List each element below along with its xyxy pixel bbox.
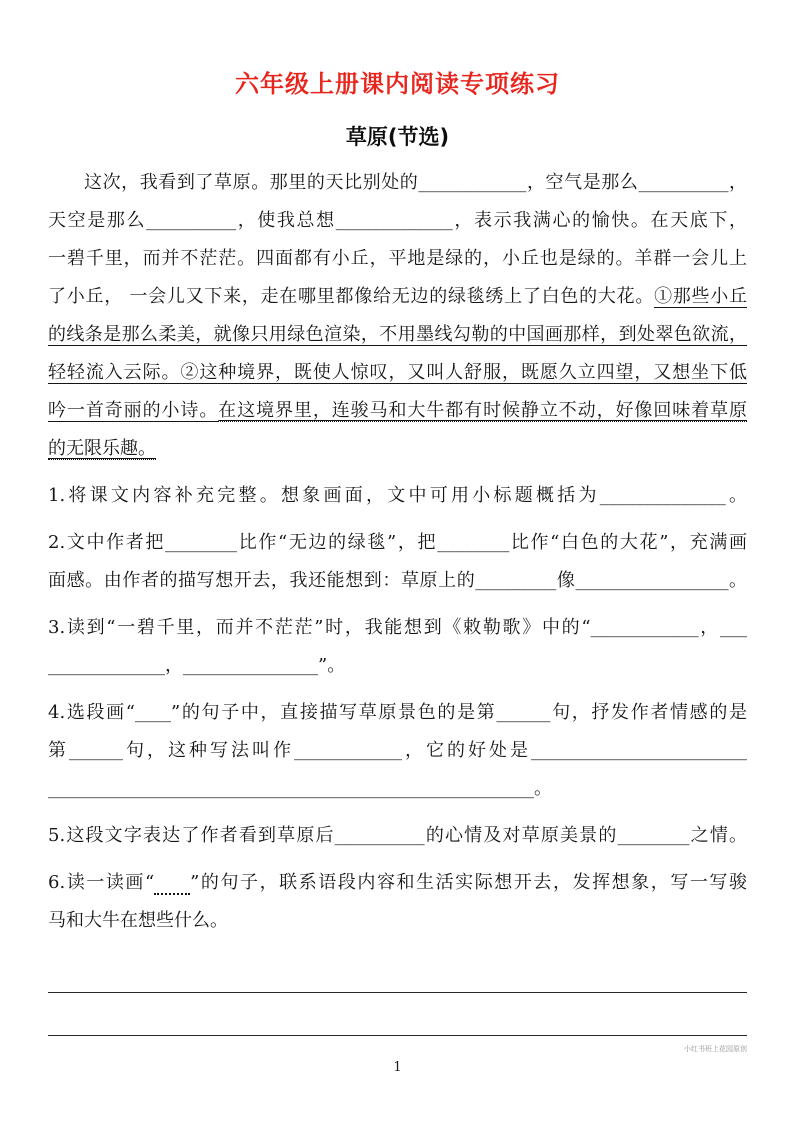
question-3-line [48, 609, 747, 647]
text-segment: 第 [48, 740, 69, 761]
question-5 [48, 817, 747, 855]
blank-segment: _________ [475, 570, 557, 591]
answer-area [48, 950, 747, 1036]
question-1-line [48, 477, 747, 515]
passage-line [48, 354, 747, 392]
text-segment: 4.选段画“ [48, 702, 136, 723]
blank-segment: ______ [496, 702, 551, 723]
passage [48, 164, 747, 468]
text-segment: ， [698, 617, 721, 638]
passage-line [48, 430, 747, 468]
text-segment: 。 [534, 778, 552, 799]
blank-segment: _____________ [335, 210, 453, 231]
question-2-line [48, 524, 747, 562]
passage-title: 草原(节选) [345, 125, 450, 149]
blank-segment: __________ [334, 825, 425, 846]
answer-line [48, 993, 747, 1036]
text-segment: 比作“无边的绿毯”，把 [237, 532, 438, 553]
answer-line [48, 950, 747, 993]
blank-segment: ________ [165, 532, 238, 553]
text-segment: 马和大牛在想些什么。 [48, 910, 228, 931]
passage-line [48, 316, 747, 354]
blank-segment: _______________ [183, 655, 318, 676]
blank-segment: _________________ [575, 570, 729, 591]
text-segment: ”的句子中，直接描写草原景色的是第 [171, 702, 497, 723]
watermark: 小红书班上花园原创 [684, 1045, 747, 1053]
both-underline-segment: 在这境界里，连骏马和大牛都有时候静立不动，好像回味着草原 [218, 400, 747, 421]
text-segment: 2.文中作者把 [48, 532, 166, 553]
text-segment: 句，抒发作者情感的是 [550, 702, 748, 723]
blank-segment: ____ [135, 702, 172, 723]
question-3-line [48, 647, 747, 685]
passage-line [48, 278, 747, 316]
question-6 [48, 864, 747, 940]
question-4 [48, 694, 747, 808]
page-title: 六年级上册课内阅读专项练习 [235, 70, 560, 98]
question-1 [48, 477, 747, 515]
question-5-line [48, 817, 747, 855]
solid-underline-segment: 吟一首奇丽的小诗。 [48, 400, 219, 421]
text-segment: 天空是那么 [48, 210, 147, 231]
text-segment: ”。 [318, 655, 346, 676]
text-segment: ， [165, 655, 183, 676]
question-2-line [48, 562, 747, 600]
passage-line [48, 202, 747, 240]
question-6-line [48, 864, 747, 902]
both-underline-segment: 的无限乐趣。 [48, 438, 156, 459]
text-segment: ”的句子，联系语段内容和生活实际想开去，发挥想象，写一写骏 [190, 872, 747, 893]
blank-segment: ________ [437, 532, 510, 553]
page-number: 1 [393, 1060, 402, 1075]
document-body [48, 164, 747, 940]
blank-segment: __________ [146, 210, 237, 231]
blank-segment: ____________ [590, 617, 699, 638]
wavy-underline-mark [154, 872, 190, 895]
blank-segment: ________ [617, 825, 690, 846]
question-6-line [48, 902, 747, 940]
question-3 [48, 609, 747, 685]
question-2 [48, 524, 747, 600]
blank-segment: ____________ [418, 172, 527, 193]
text-segment: 3.读到“一碧千里，而并不茫茫”时，我能想到《敕勒歌》中的“ [48, 617, 591, 638]
text-segment: 比作“白色的大花”，充满画 [509, 532, 747, 553]
question-4-line [48, 732, 747, 770]
text-segment: 之情。 [689, 825, 747, 846]
text-segment: 。 [728, 570, 748, 591]
text-segment: 5.这段文字表达了作者看到草原后 [48, 825, 335, 846]
text-segment: 6.读一读画“ [48, 872, 155, 893]
text-segment: 。 [725, 485, 748, 506]
text-segment: ，空气是那么 [526, 172, 639, 193]
text-segment: ， [728, 172, 748, 193]
blank-segment: __________ [638, 172, 729, 193]
question-4-line [48, 770, 747, 808]
solid-underline-segment: 轻轻流入云际。②这种境界，既使人惊叹，又叫人舒服，既愿久立四望，又想坐下低 [48, 362, 747, 383]
text-segment: ，它的好处是 [402, 740, 531, 761]
passage-line [48, 240, 747, 278]
blank-segment: _____________ [48, 655, 165, 676]
blank-segment: ____________ [294, 740, 402, 761]
text-segment: 句，这种写法叫作 [123, 740, 294, 761]
text-segment: 一碧千里，而并不茫茫。四面都有小丘，平地是绿的，小丘也是绿的。羊群一会儿上 [48, 248, 747, 269]
blank-segment: ______________ [599, 485, 726, 506]
solid-underline-segment: 的线条是那么柔美，就像只用绿色渲染，不用墨线勾勒的中国画那样，到处翠色欲流， [48, 324, 747, 345]
text-segment: 这次，我看到了草原。那里的天比别处的 [84, 172, 419, 193]
blank-segment: ______ [69, 740, 123, 761]
question-4-line [48, 694, 747, 732]
blank-segment: ______________________________________________________ [48, 778, 534, 799]
text-segment: 了小丘， 一会儿又下来，走在哪里都像给无边的绿毯绣上了白色的大花。 [48, 286, 655, 307]
text-segment: 面感。由作者的描写想开去，我还能想到：草原上的 [48, 570, 476, 591]
text-segment: ，表示我满心的愉快。在天底下， [452, 210, 748, 231]
passage-line [48, 164, 747, 202]
passage-line [48, 392, 747, 430]
blank-segment: ________________________ [531, 740, 747, 761]
text-segment: 1.将课文内容补充完整。想象画面，文中可用小标题概括为 [48, 485, 600, 506]
blank-segment: ___ [720, 617, 748, 638]
text-segment: 的心情及对草原美景的 [424, 825, 618, 846]
text-segment: ，使我总想 [236, 210, 336, 231]
solid-underline-segment: ①那些小丘 [654, 286, 748, 307]
text-segment: 像 [556, 570, 576, 591]
